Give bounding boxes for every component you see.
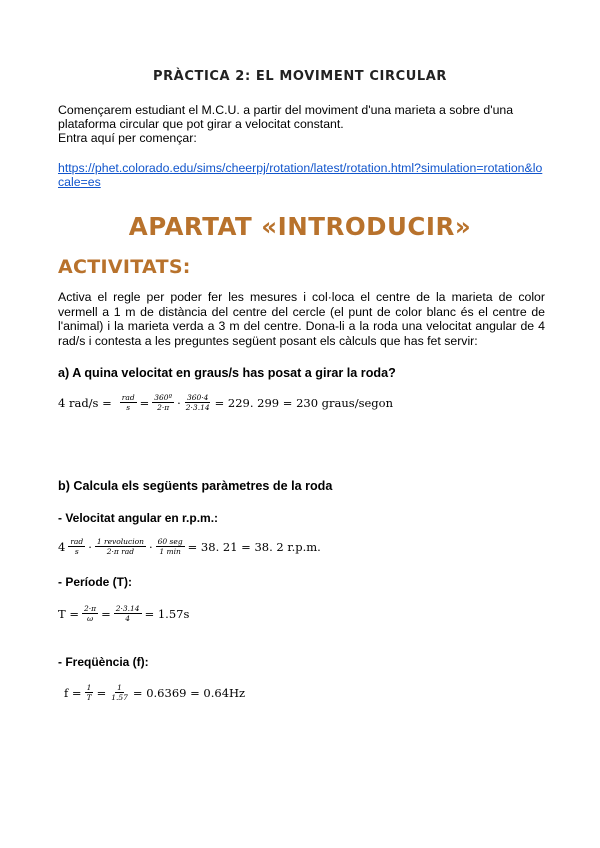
- page-title: PRÀCTICA 2: EL MOVIMENT CIRCULAR: [152, 69, 448, 84]
- eq-freq-rhs: = 0.6369 = 0.64Hz: [132, 685, 246, 700]
- equation-period: T = $\frac{2\cdot\pi}{\omega}$ = $\frac{2\cdot 3.14}{4}$ = 1.57s: [58, 604, 190, 623]
- equation-a: 4 rad/s = $\frac{\text{rad}}{s}$ = $\frac{\text{360º}}{2\cdot\pi}$ · $\frac{360\cdot 4}{2\cdot 3.14}$ = 229. 299 = 230 graus/segon: [58, 393, 393, 412]
- fraction: $\frac{\text{1 revolucion}}{\text{2·π rad}}$: [96, 537, 144, 556]
- question-b: b) Calcula els següents paràmetres de la roda: [58, 479, 333, 493]
- equation-rpm: 4 $\frac{\text{rad}}{s}$ · $\frac{\text{1 revolucion}}{\text{2·π rad}}$ · $\frac{\text{60 seg}}{1 \min}$ = 38. 21 = 38. 2 r.p.m.: [58, 537, 321, 556]
- equation-frequency: f = $\frac{1}{T}$ = $\frac{1}{1.57}$ = 0.6369 = 0.64Hz: [64, 683, 246, 702]
- eq-a-rhs: = 229. 299 = 230 graus/segon: [214, 395, 393, 410]
- fraction: $\frac{1}{1.57}$: [111, 683, 128, 702]
- fraction: $\frac{\text{60 seg}}{1 \min}$: [157, 537, 183, 556]
- fraction: $\frac{1}{T}$: [86, 683, 92, 702]
- fraction: $\frac{2\cdot 3.14}{4}$: [115, 604, 140, 623]
- fraction: $\frac{\text{rad}}{s}$: [70, 537, 84, 556]
- intro-line: Començarem estudiant el M.C.U. a partir del moviment d'una marieta a sobre d'una plataforma circular que pot girar a velocitat constant.: [58, 103, 514, 131]
- fraction: $\frac{360\cdot 4}{2\cdot 3.14}$: [185, 393, 210, 412]
- fraction: $\frac{2\cdot\pi}{\omega}$: [83, 604, 97, 623]
- question-a: a) A quina velocitat en graus/s has posat a girar la roda?: [58, 366, 396, 380]
- rpm-label: - Velocitat angular en r.p.m.:: [58, 511, 219, 525]
- eq-a-lhs: 4 rad/s =: [58, 395, 112, 410]
- frequency-label: - Freqüència (f):: [58, 655, 149, 669]
- period-label: - Període (T):: [58, 575, 132, 589]
- simulation-link[interactable]: https://phet.colorado.edu/sims/cheerpj/rotation/latest/rotation.html?simulation=rotation&locale=es: [58, 161, 543, 189]
- intro-text: [58, 103, 548, 145]
- fraction: $\frac{\text{rad}}{s}$: [121, 393, 135, 412]
- eq-period-rhs: = 1.57s: [144, 606, 190, 621]
- fraction: $\frac{\text{360º}}{2\cdot\pi}$: [154, 393, 173, 412]
- eq-rpm-rhs: = 38. 21 = 38. 2 r.p.m.: [187, 539, 321, 554]
- activities-heading: ACTIVITATS:: [58, 256, 191, 278]
- section-heading: APARTAT «INTRODUCIR»: [128, 212, 472, 241]
- activity-instructions: Activa el regle per poder fer les mesures i col·loca el centre de la marieta de color vermell a 1 m de distància del centre del cercle (el punt de color blanc és el centre de l'animal) i la marieta verda a 3 m del centre. Dona-li a la roda una velocitat angular de 4 rad/s i contesta a les preguntes següent posant els càlculs que has fet servir:: [58, 290, 545, 348]
- intro-instruction: Entra aquí per començar:: [58, 131, 197, 145]
